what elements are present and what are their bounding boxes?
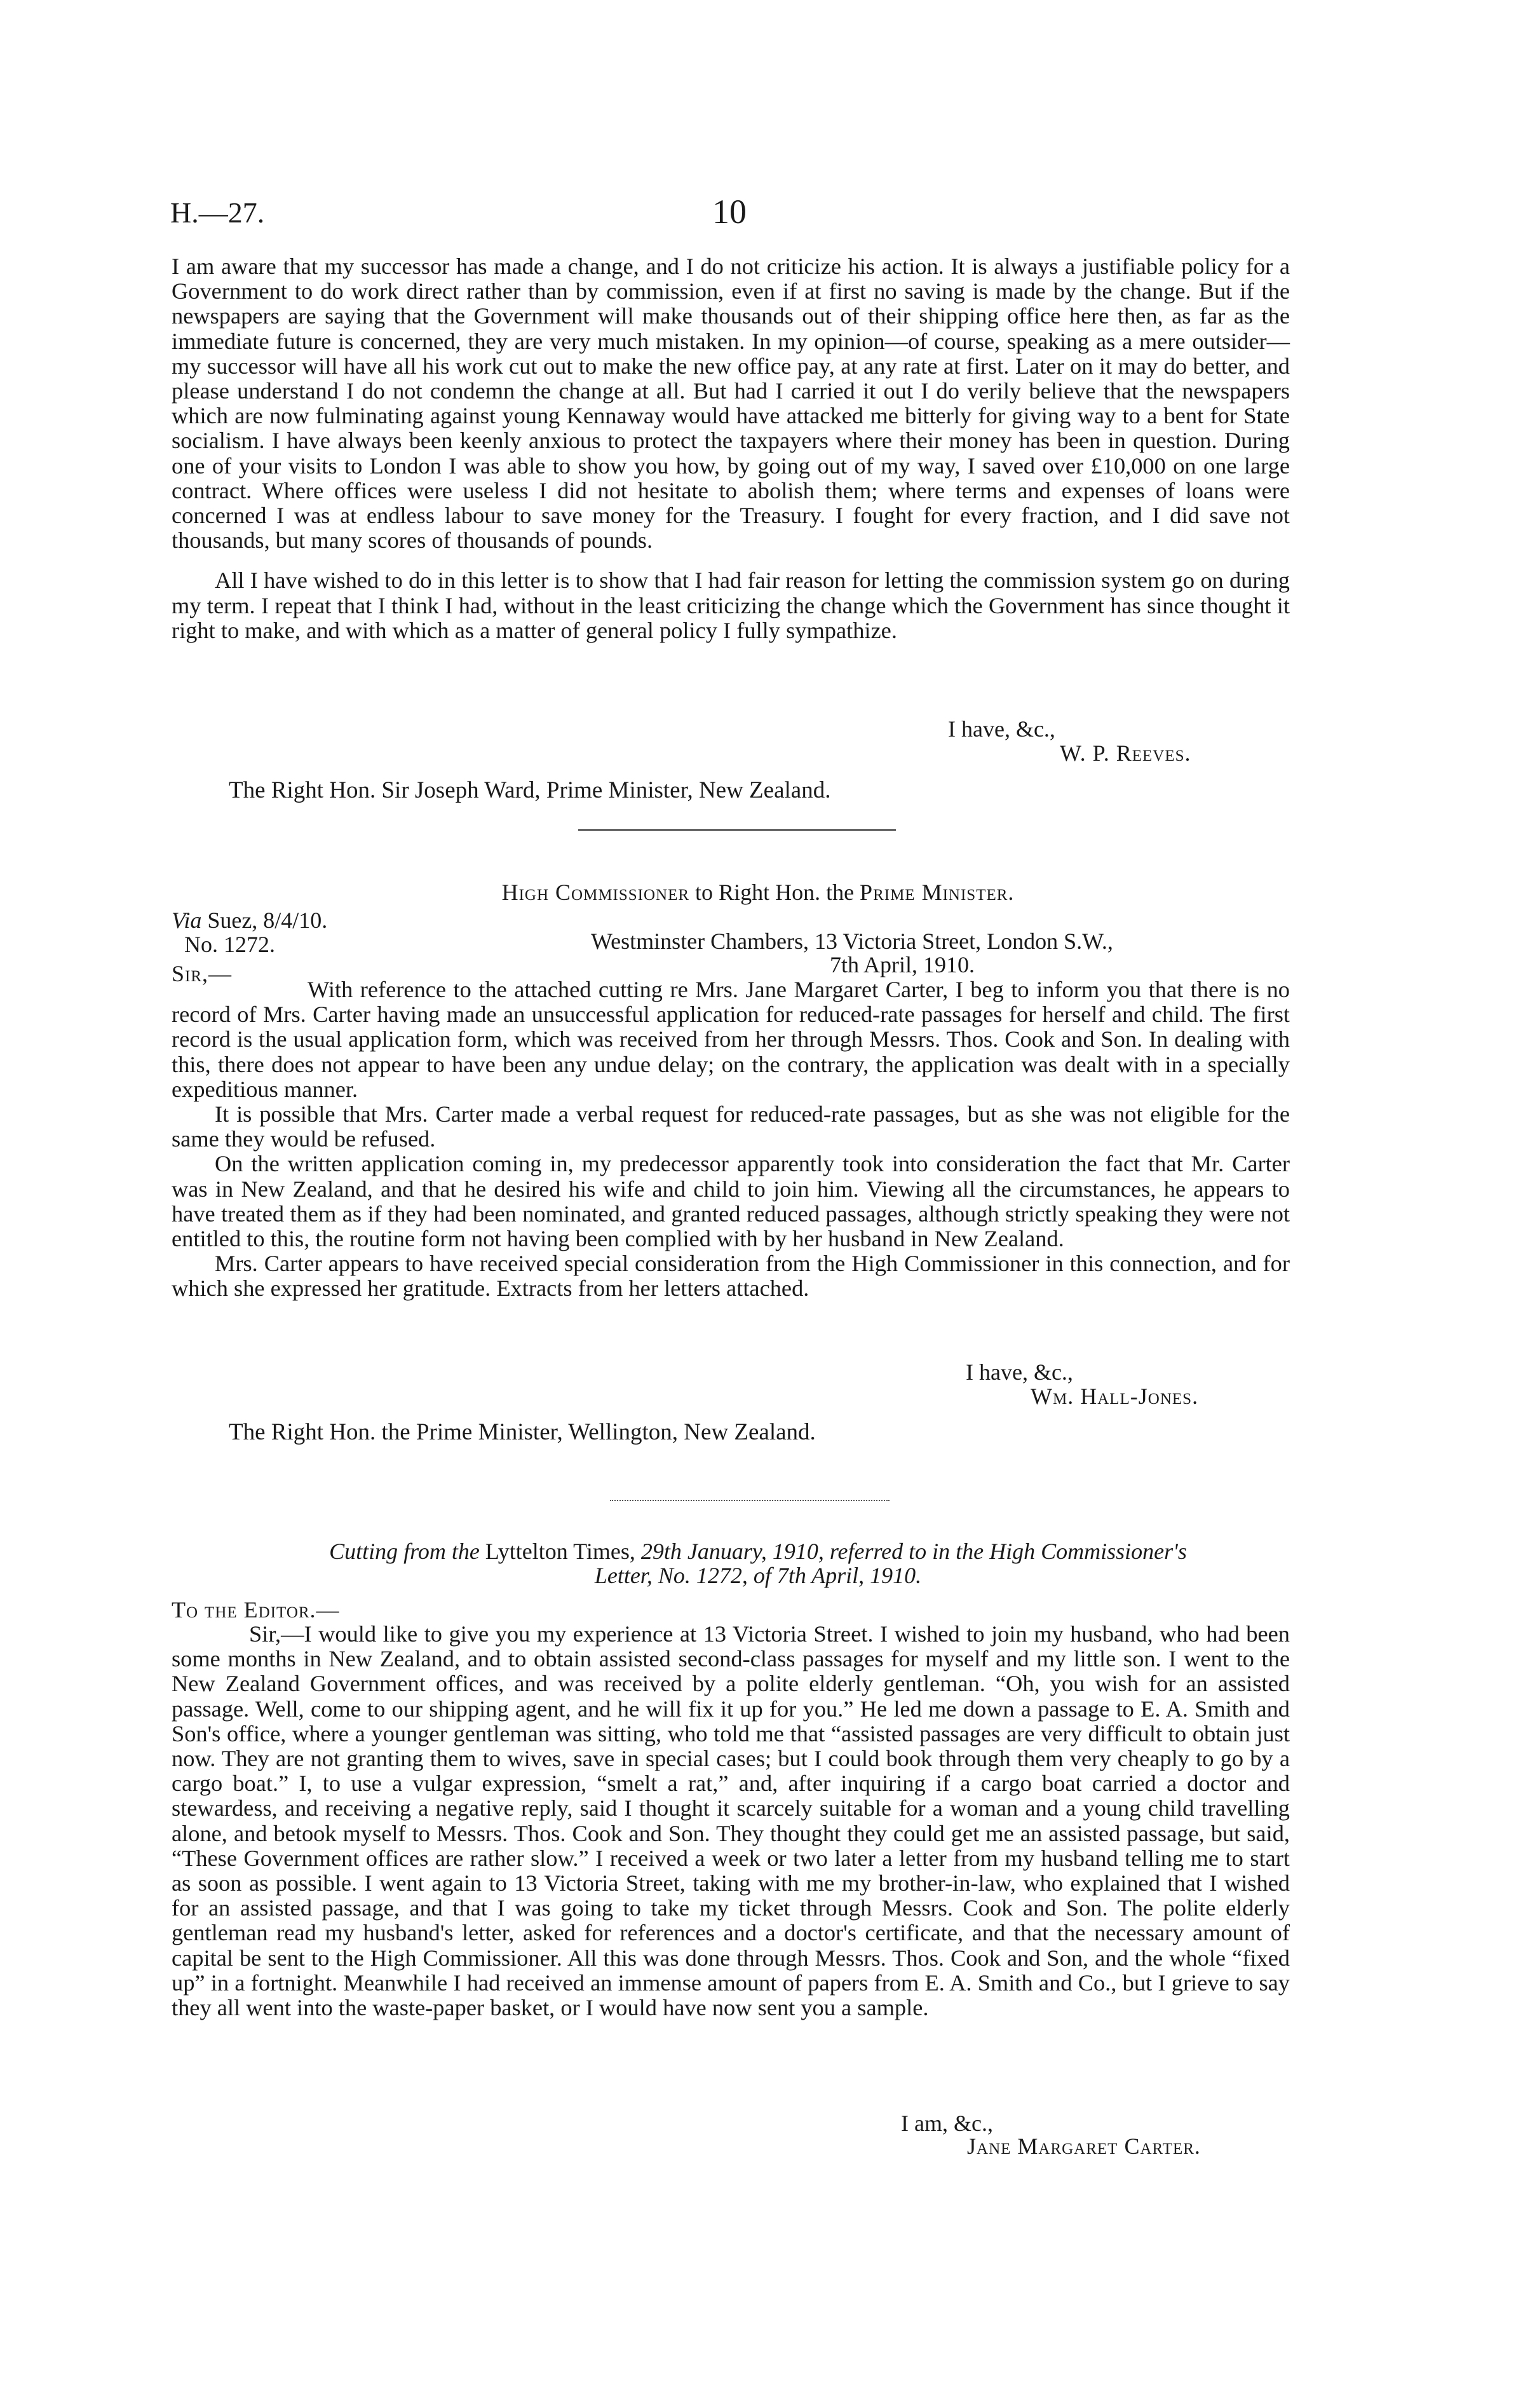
letter1-paragraph-1: I am aware that my successor has made a change, and I do not criticize his action. It is always a justifiable policy for a Government to do work direct rather than by commission, even if at first no saving is made by the change. But if the newspapers are saying that the Government will make thousands out of their shipping office here then, as far as the immediate future is concerned, they are very much mistaken. In my opinion—of course, speaking as a mere outsider—my successor will have all his work cut out to make the new office pay, at any rate at first. Later on it may do better, and please understand I do not condemn the change at all. But had I carried it out I do verily believe that the newspapers which are now fulminating against young Kennaway would have attacked me bitterly for giving way to a bent for State socialism. I have always been keenly anxious to protect the taxpayers where their money has been in question. During one of your visits to London I was able to show you how, by going out of my way, I saved over £10,000 on one large contract. Where offices were useless I did not hesitate to abolish them; where terms and expenses of loans were concerned I was at endless labour to save money for the Treasury. I fought for every fraction, and I did save not thousands, but many scores of thousands of pounds.	[172, 254, 1290, 554]
cutting-body	[172, 1622, 1290, 2020]
cutting-title-prefix: Cutting from the	[329, 1539, 480, 1564]
letter2-number: No. 1272.	[184, 932, 275, 957]
letter2-addressee: The Right Hon. the Prime Minister, Wellington, New Zealand.	[229, 1419, 816, 1445]
letter1-addressee: The Right Hon. Sir Joseph Ward, Prime Minister, New Zealand.	[229, 777, 831, 803]
letter2-via	[172, 907, 327, 934]
letter2-address: Westminster Chambers, 13 Victoria Street, London S.W.,	[591, 929, 1113, 954]
cutting-title-paper: Lyttelton Times,	[485, 1539, 635, 1564]
cutting-signature: Jane Margaret Carter.	[967, 2133, 1201, 2159]
via-label: Via	[172, 908, 202, 933]
letter2-paragraph-2: It is possible that Mrs. Carter made a verbal request for reduced-rate passages, but as she was not eligible for the same they would be refused.	[172, 1101, 1290, 1152]
cutting-title-rest: 29th January, 1910, referred to in the High Commissioner's	[640, 1539, 1187, 1564]
cutting-closing: I am, &c.,	[901, 2111, 993, 2136]
section-divider	[578, 829, 896, 831]
cutting-to-editor: To the Editor.—	[172, 1597, 340, 1622]
letter2-salutation: Sir,—	[172, 961, 233, 986]
section-divider-dotted	[610, 1500, 890, 1501]
letter2-paragraph-1: With reference to the attached cutting re Mrs. Jane Margaret Carter, I beg to inform you that there is no record of Mrs. Carter having made an unsuccessful application for reduced-rate passages for herself and child. The first record is the usual application form, which was received from her through Messrs. Thos. Cook and Son. In dealing with this, there does not appear to have been any undue delay; on the contrary, the application was dealt with in a specially expeditious manner.	[172, 977, 1290, 1102]
cutting-paragraph: Sir,—I would like to give you my experience at 13 Victoria Street. I wished to join my husband, who had been some months in New Zealand, and to obtain assisted second-class passages for myself and my little son. I went to the New Zealand Government offices, and was received by a polite elderly gentleman. “Oh, you wish for an assisted passage. Well, come to our shipping agent, and he will fix it up for you.” He led me down a passage to E. A. Smith and Son's office, where a younger gentleman was sitting, who told me that “assisted passages are very difficult to obtain just now. They are not granting them to wives, save in special cases; but I could book through them very cheaply to go by a cargo boat.” I, to use a vulgar expression, “smelt a rat,” and, after inquiring if a cargo boat carried a doctor and stewardess, and receiving a negative reply, said I thought it scarcely suitable for a woman and a young child travelling alone, and betook myself to Messrs. Thos. Cook and Son. They thought they could get me an assisted passage, but said, “These Government offices are rather slow.” I received a week or two later a letter from my husband telling me to start as soon as possible. I went again to 13 Victoria Street, taking with me my brother-in-law, who explained that I wished for an assisted passage, and that I was going to take my ticket through Messrs. Cook and Son. The polite elderly gentleman read my husband's letter, asked for references and a doctor's certificate, and that the necessary amount of capital be sent to the High Commissioner. All this was done through Messrs. Thos. Cook and Son, and the whole “fixed up” in a fortnight. Meanwhile I had received an immense amount of papers from E. A. Smith and Co., but I grieve to say they all went into the waste-paper basket, or I would have now sent you a sample.	[172, 1621, 1290, 2021]
letter1-paragraph-2: All I have wished to do in this letter is to show that I had fair reason for letting the commission system go on during my term. I repeat that I think I had, without in the least criticizing the change which the Government has since thought it right to make, and with which as a matter of general policy I fully sympathize.	[172, 568, 1290, 643]
page-header	[170, 193, 1289, 240]
heading-sender: High Commissioner	[501, 880, 690, 905]
letter1-body	[172, 254, 1290, 643]
letter2-closing: I have, &c.,	[966, 1359, 1073, 1385]
via-value: Suez, 8/4/10.	[201, 908, 328, 933]
letter2-paragraph-3: On the written application coming in, my predecessor apparently took into consideration the fact that Mr. Carter was in New Zealand, and that he desired his wife and child to join him. Viewing all the circumstances, he appears to have treated them as if they had been nominated, and granted reduced passages, although strictly speaking they were not entitled to this, the routine form not having been complied with by her husband in New Zealand.	[172, 1151, 1290, 1252]
heading-mid: to Right Hon. the	[689, 880, 860, 905]
letter2-date: 7th April, 1910.	[830, 952, 975, 977]
cutting-title	[0, 1538, 1516, 1565]
letter2-body	[172, 977, 1290, 1302]
document-reference: H.—27.	[170, 196, 265, 229]
letter2-signature: Wm. Hall-Jones.	[1031, 1384, 1199, 1409]
letter2-paragraph-4: Mrs. Carter appears to have received special consideration from the High Commissioner in this connection, and for which she expressed her gratitude. Extracts from her letters attached.	[172, 1251, 1290, 1302]
cutting-title-line2: Letter, No. 1272, of 7th April, 1910.	[594, 1563, 922, 1588]
letter1-signature: W. P. Reeves.	[1060, 740, 1191, 766]
heading-recipient: Prime Minister.	[860, 880, 1015, 905]
page-number: 10	[712, 193, 747, 231]
letter1-closing: I have, &c.,	[948, 716, 1055, 742]
letter2-heading	[0, 879, 1516, 906]
